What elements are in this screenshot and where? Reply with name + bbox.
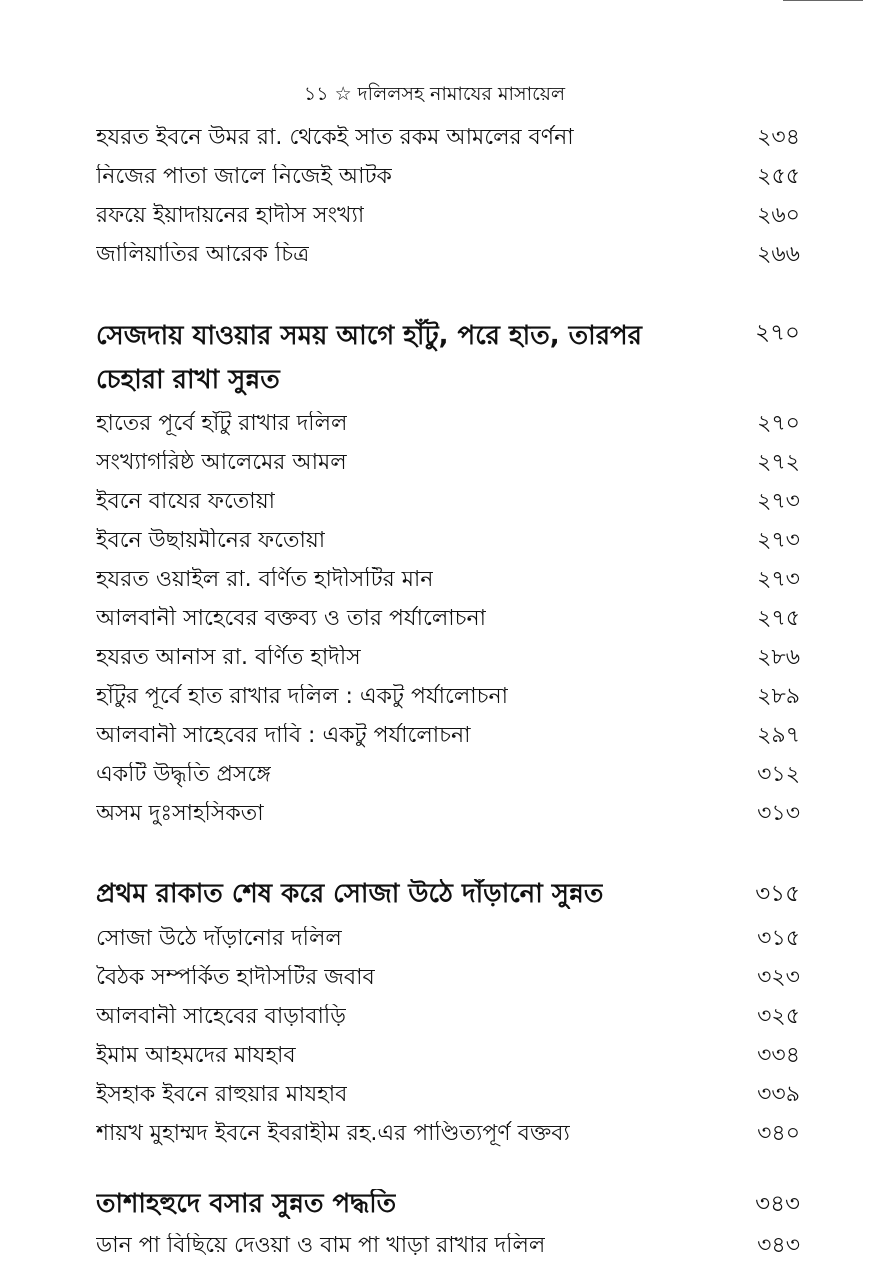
toc-entry-page: ২৮৯ (757, 683, 800, 709)
toc-entry-title: রফয়ে ইয়াদায়নের হাদীস সংখ্যা (96, 202, 365, 228)
toc-entry-title: বৈঠক সম্পর্কিত হাদীসটির জবাব (96, 964, 375, 990)
toc-entry-title: সংখ্যাগরিষ্ঠ আলেমের আমল (96, 449, 347, 475)
toc-entry (96, 521, 800, 560)
toc-entry-title: ইমাম আহমদের মাযহাব (96, 1042, 296, 1068)
toc-entry-title: হাঁটুর পূর্বে হাত রাখার দলিল : একটু পর্যালোচনা (96, 683, 508, 709)
toc-entry (96, 599, 800, 638)
toc-section-heading-page: ২৭০ (755, 320, 800, 346)
table-of-contents (96, 118, 800, 1263)
toc-entry-page: ৩১৫ (757, 925, 800, 951)
toc-entry-page: ৩২৩ (757, 964, 800, 990)
toc-entry-title: ইবনে বাযের ফতোয়া (96, 488, 276, 514)
toc-entry (96, 638, 800, 677)
toc-section-heading (96, 869, 800, 919)
toc-entry-title: আলবানী সাহেবের দাবি : একটু পর্যালোচনা (96, 722, 471, 748)
toc-entry (96, 716, 800, 755)
toc-entry (96, 235, 800, 274)
section-gap (96, 833, 800, 869)
toc-entry (96, 755, 800, 794)
toc-entry (96, 118, 800, 157)
toc-entry-page: ৩১৩ (757, 800, 800, 826)
section-gap (96, 274, 800, 310)
toc-entry-page: ৩১২ (757, 761, 800, 787)
toc-entry (96, 958, 800, 997)
toc-entry-page: ২৮৬ (757, 644, 800, 670)
toc-entry-page: ২৭৩ (757, 488, 800, 514)
toc-entry (96, 677, 800, 716)
toc-entry (96, 560, 800, 599)
toc-entry-title: সোজা উঠে দাঁড়ানোর দলিল (96, 925, 342, 951)
toc-section-heading (96, 310, 800, 404)
toc-entry-page: ২৩৪ (757, 124, 800, 150)
toc-entry (96, 1075, 800, 1114)
toc-entry-title: হযরত আনাস রা. বর্ণিত হাদীস (96, 644, 361, 670)
toc-entry (96, 1229, 800, 1263)
toc-entry-title: জালিয়াতির আরেক চিত্র (96, 241, 310, 267)
toc-entry-page: ২৭৫ (757, 605, 800, 631)
toc-entry-title: ডান পা বিছিয়ে দেওয়া ও বাম পা খাড়া রাখার দলিল (96, 1233, 546, 1258)
toc-entry (96, 1036, 800, 1075)
toc-section-heading-title: প্রথম রাকাত শেষ করে সোজা উঠে দাঁড়ানো সুন্নত (96, 879, 604, 909)
toc-entry (96, 919, 800, 958)
toc-entry-title: ইসহাক ইবনে রাহুয়ার মাযহাব (96, 1081, 348, 1107)
toc-entry (96, 404, 800, 443)
toc-entry-page: ৩৪০ (757, 1120, 800, 1146)
toc-entry-page: ৩৩৪ (757, 1042, 800, 1068)
toc-entry-page: ৩৩৯ (757, 1081, 800, 1107)
toc-entry-page: ২৯৭ (757, 722, 800, 748)
toc-entry-page: ২৭০ (757, 410, 800, 436)
toc-entry-page: ২৬০ (757, 202, 800, 228)
toc-section-heading-title: সেজদায় যাওয়ার সময় আগে হাঁটু, পরে হাত, তারপর চেহারা রাখা সুন্নত (96, 321, 642, 395)
toc-entry-page: ২৭৩ (757, 527, 800, 553)
toc-entry (96, 997, 800, 1036)
running-head: ১১ ☆ দলিলসহ নামাযের মাসায়েল (303, 83, 566, 105)
toc-section-heading (96, 1179, 800, 1229)
toc-entry-page: ২৬৬ (757, 241, 800, 267)
page-edge-mark (783, 0, 863, 7)
toc-entry-page: ২৭২ (757, 449, 800, 475)
toc-entry-page: ২৫৫ (757, 163, 800, 189)
toc-entry-title: অসম দুঃসাহসিকতা (96, 800, 264, 826)
toc-entry-title: আলবানী সাহেবের বক্তব্য ও তার পর্যালোচনা (96, 605, 486, 631)
toc-entry-title: একটি উদ্ধৃতি প্রসঙ্গে (96, 761, 271, 787)
toc-section-heading-page: ৩১৫ (755, 881, 800, 907)
toc-entry (96, 482, 800, 521)
toc-entry (96, 1114, 800, 1153)
toc-entry-title: নিজের পাতা জালে নিজেই আটক (96, 163, 392, 189)
toc-entry-title: হযরত ইবনে উমর রা. থেকেই সাত রকম আমলের বর্ণনা (96, 124, 574, 150)
toc-entry-title: শায়খ মুহাম্মদ ইবনে ইবরাহীম রহ.এর পাণ্ডিত্যপূর্ণ বক্তব্য (96, 1120, 570, 1146)
toc-entry-title: হযরত ওয়াইল রা. বর্ণিত হাদীসটির মান (96, 566, 434, 592)
toc-entry (96, 443, 800, 482)
toc-section-heading-page: ৩৪৩ (755, 1191, 800, 1217)
toc-entry-title: ইবনে উছায়মীনের ফতোয়া (96, 527, 326, 553)
toc-entry (96, 196, 800, 235)
toc-entry-title: হাতের পূর্বে হাঁটু রাখার দলিল (96, 410, 348, 436)
toc-entry (96, 794, 800, 833)
toc-entry-title: আলবানী সাহেবের বাড়াবাড়ি (96, 1003, 346, 1029)
section-gap (96, 1153, 800, 1179)
toc-entry-page: ৩৪৩ (757, 1233, 800, 1258)
toc-entry-page: ২৭৩ (757, 566, 800, 592)
toc-section-heading-title: তাশাহহুদে বসার সুন্নত পদ্ধতি (96, 1189, 397, 1219)
toc-entry-page: ৩২৫ (757, 1003, 800, 1029)
toc-entry (96, 157, 800, 196)
